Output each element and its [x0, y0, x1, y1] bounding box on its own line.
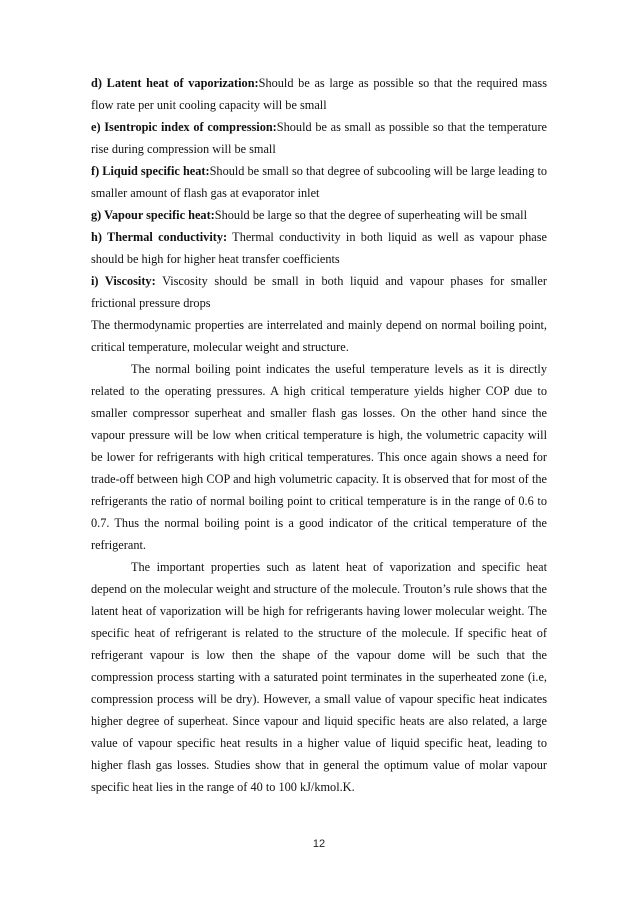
property-latent-heat: [91, 72, 547, 116]
property-viscosity: [91, 270, 547, 314]
body-paragraph-boiling-point: The normal boiling point indicates the useful temperature levels as it is directly related to the operating pressures. A high critical temperature yields higher COP due to smaller compressor superheat and smaller flash gas losses. On the other hand since the vapour pressure will be low when critical temperature is high, the volumetric capacity will be lower for refrigerants with high critical temperatures. This once again shows a need for trade-off between high COP and high volumetric capacity. It is observed that for most of the refrigerants the ratio of normal boiling point to critical temperature is in the range of 0.6 to 0.7. Thus the normal boiling point is a good indicator of the critical temperature of the refrigerant.: [91, 362, 547, 552]
property-description: Should be as large as possible so that the required mass flow rate per unit cooling capacity will be small: [91, 76, 547, 112]
body-paragraph-specific-heat: The important properties such as latent heat of vaporization and specific heat depend on the molecular weight and structure of the molecule. Trouton’s rule shows that the latent heat of vaporization will be high for refrigerants having lower molecular weight. The specific heat of refrigerant is related to the structure of the molecule. If specific heat of refrigerant vapour is low then the shape of the vapour dome will be such that the compression process starting with a saturated point terminates in the superheated zone (i.e, compression process will be dry). However, a small value of vapour specific heat indicates higher degree of superheat. Since vapour and liquid specific heats are also related, a large value of vapour specific heat results in a higher value of liquid specific heat, leading to higher flash gas losses. Studies show that in general the optimum value of molar vapour specific heat lies in the range of 40 to 100 kJ/kmol.K.: [91, 560, 547, 794]
property-term: d) Latent heat of vaporization:: [91, 76, 259, 90]
property-term: g) Vapour specific heat:: [91, 208, 215, 222]
property-term: h) Thermal conductivity:: [91, 230, 228, 244]
property-description: Should be large so that the degree of superheating will be small: [214, 208, 528, 222]
page-content: [91, 72, 547, 798]
property-vapour-specific-heat: [91, 204, 547, 226]
property-description: Should be small so that degree of subcooling will be large leading to smaller amount of flash gas at evaporator inlet: [91, 164, 548, 200]
property-thermal-conductivity: [91, 226, 547, 270]
property-term: e) Isentropic index of compression:: [91, 120, 277, 134]
property-isentropic-index: [91, 116, 547, 160]
property-description: Thermal conductivity in both liquid as well as vapour phase should be high for higher heat transfer coefficients: [91, 230, 547, 266]
property-liquid-specific-heat: [91, 160, 547, 204]
property-term: i) Viscosity:: [91, 274, 156, 288]
property-description: Should be as small as possible so that the temperature rise during compression will be small: [91, 120, 548, 156]
property-description: Viscosity should be small in both liquid and vapour phases for smaller frictional pressure drops: [91, 274, 547, 310]
body-paragraph-properties-relation: The thermodynamic properties are interrelated and mainly depend on normal boiling point, critical temperature, molecular weight and structure.: [91, 318, 547, 354]
property-term: f) Liquid specific heat:: [91, 164, 210, 178]
page-number: 12: [312, 838, 326, 850]
